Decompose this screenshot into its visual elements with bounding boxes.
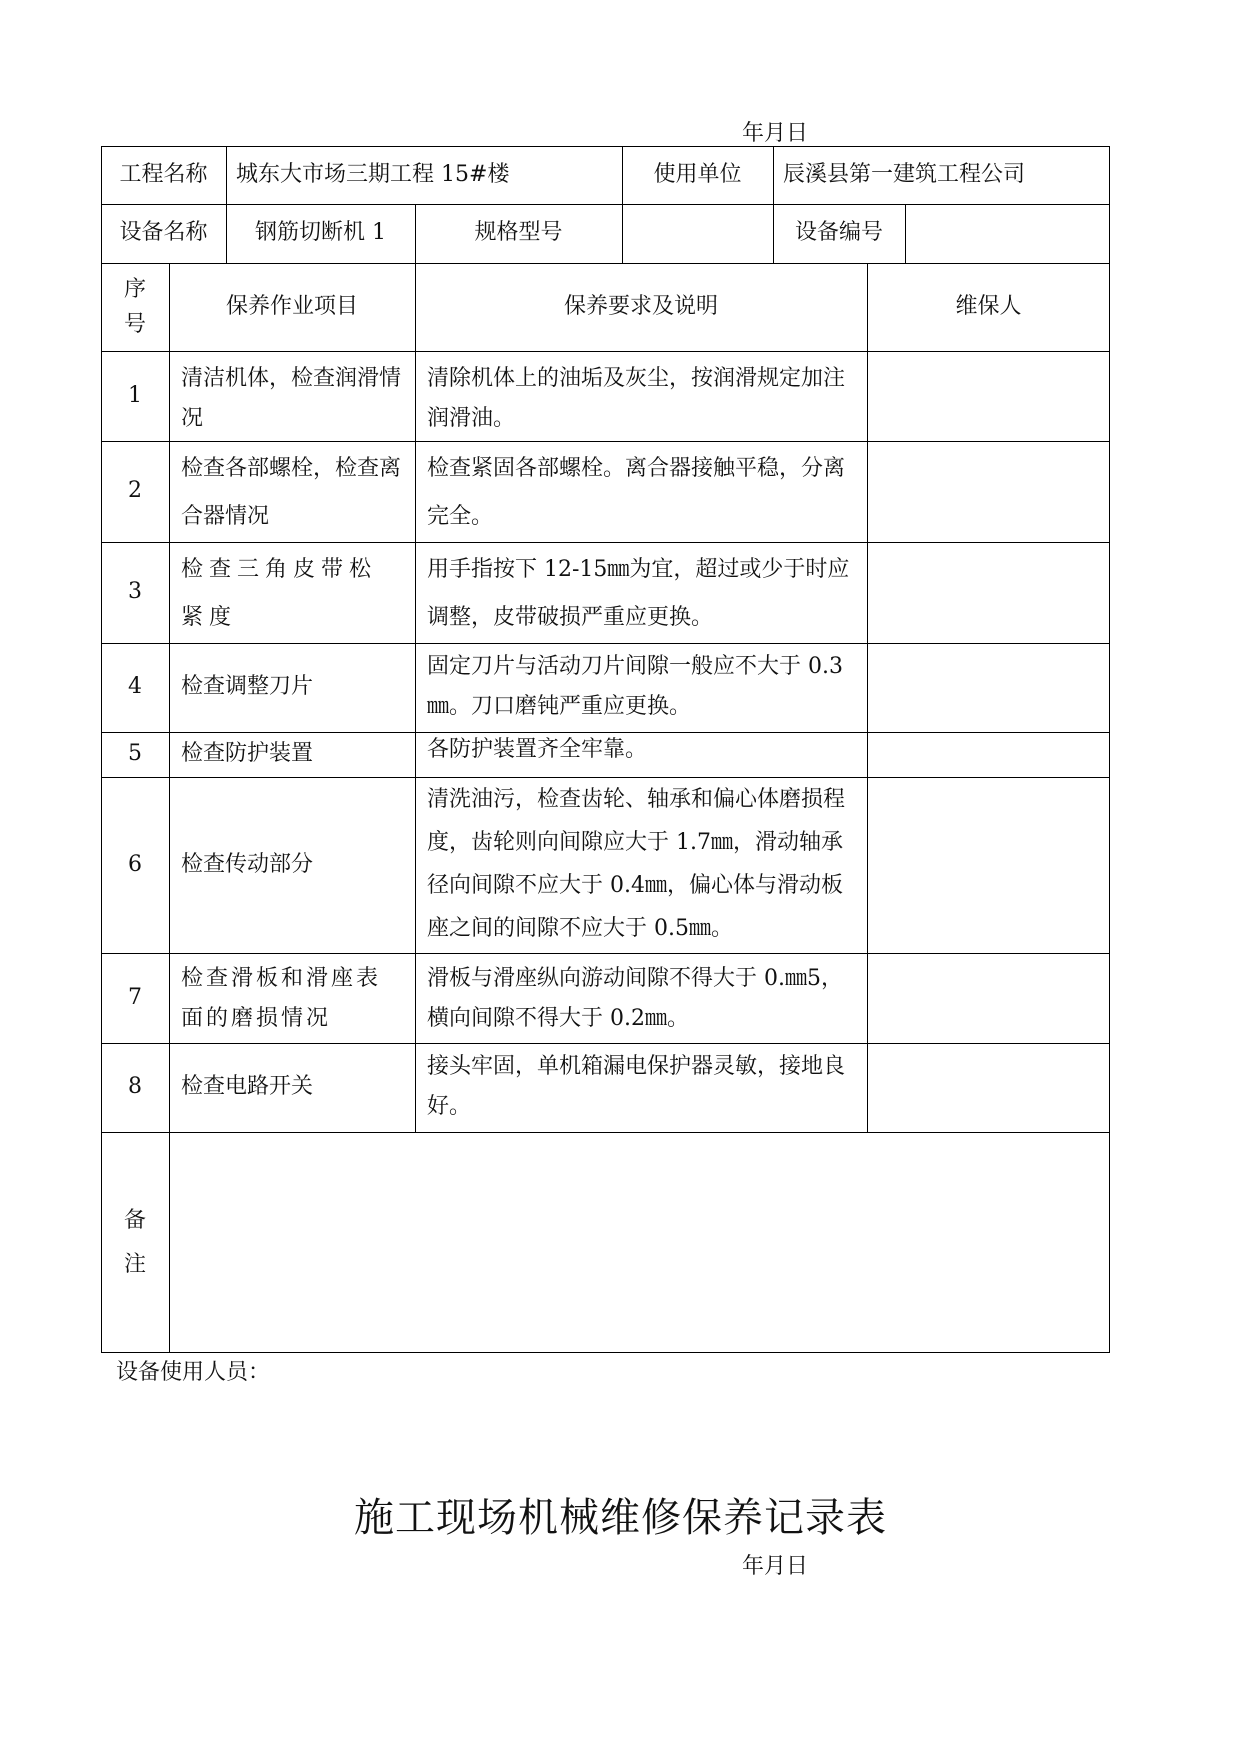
row-item: 检查滑板和滑座表面的磨损情况 xyxy=(181,966,382,1031)
row-number: 6 xyxy=(128,851,142,877)
spec-model-value xyxy=(622,204,773,263)
row-item: 检查传动部分 xyxy=(181,851,314,877)
form-title: 施工现场机械维修保养记录表 xyxy=(354,1495,887,1541)
project-name-value: 城东大市场三期工程 15#楼 xyxy=(236,161,510,187)
row-maintainer xyxy=(867,542,1110,643)
row-item: 清洁机体，检查润滑情况 xyxy=(181,366,402,431)
row-requirement: 用手指按下 12-15㎜为宜，超过或少于时应调整，皮带破损严重应更换。 xyxy=(427,557,850,631)
row-requirement: 检查紧固各部螺栓。离合器接触平稳，分离完全。 xyxy=(427,456,846,530)
row-maintainer xyxy=(867,953,1110,1043)
col-divider xyxy=(773,146,774,204)
row-number: 4 xyxy=(128,674,142,700)
row-item: 检查电路开关 xyxy=(181,1074,314,1100)
row-number: 7 xyxy=(128,984,142,1010)
row-requirement: 清洗油污，检查齿轮、轴承和偏心体磨损程度，齿轮则向间隙应大于 1.7㎜，滑动轴承径向间隙不应大于 0.4㎜，偏心体与滑动板座之间的间隙不应大于 0.5㎜。 xyxy=(427,787,846,941)
equipment-code-value xyxy=(905,204,1110,263)
date-label-top: 年月日 xyxy=(742,121,809,146)
row-maintainer xyxy=(867,643,1110,732)
row-maintainer xyxy=(867,1043,1110,1132)
row-maintainer xyxy=(867,732,1110,777)
item-header: 保养作业项目 xyxy=(225,293,358,319)
project-name-label: 工程名称 xyxy=(119,161,208,187)
row-number: 1 xyxy=(128,382,142,408)
spec-model-label: 规格型号 xyxy=(474,220,563,246)
equipment-name-value: 钢筋切断机 1 xyxy=(255,220,386,246)
row-maintainer xyxy=(867,441,1110,542)
row-item: 检查调整刀片 xyxy=(181,674,314,700)
row-item: 检查三角皮带松紧度 xyxy=(181,557,378,631)
row-item: 检查防护装置 xyxy=(181,741,314,767)
row-requirement: 各防护装置齐全牢靠。 xyxy=(427,737,648,763)
row-number: 3 xyxy=(128,579,142,605)
row-item: 检查各部螺栓，检查离合器情况 xyxy=(181,456,402,530)
date-label-bottom: 年月日 xyxy=(742,1554,809,1579)
user-unit-label: 使用单位 xyxy=(653,161,742,187)
row-number: 8 xyxy=(128,1074,142,1100)
equipment-name-label: 设备名称 xyxy=(119,220,208,246)
row-maintainer xyxy=(867,777,1110,953)
requirement-header: 保养要求及说明 xyxy=(563,293,718,319)
col-divider xyxy=(226,146,227,204)
equipment-user-label: 设备使用人员： xyxy=(116,1360,271,1385)
row-maintainer xyxy=(867,351,1110,441)
maintainer-header: 维保人 xyxy=(955,293,1022,319)
row-number: 5 xyxy=(128,741,142,767)
remarks-field[interactable] xyxy=(169,1132,1110,1353)
equipment-code-label: 设备编号 xyxy=(794,220,883,246)
seq-header: 序 号 xyxy=(123,276,146,337)
row-requirement: 清除机体上的油垢及灰尘，按润滑规定加注润滑油。 xyxy=(427,366,846,431)
row-number: 2 xyxy=(128,478,142,504)
row-requirement: 接头牢固，单机箱漏电保护器灵敏，接地良好。 xyxy=(427,1054,846,1119)
row-requirement: 固定刀片与活动刀片间隙一般应不大于 0.3㎜。刀口磨钝严重应更换。 xyxy=(427,654,843,719)
row-requirement: 滑板与滑座纵向游动间隙不得大于 0.㎜5，横向间隙不得大于 0.2㎜。 xyxy=(427,966,843,1031)
remarks-label: 备 注 xyxy=(123,1207,146,1277)
user-unit-value: 辰溪县第一建筑工程公司 xyxy=(783,161,1026,187)
